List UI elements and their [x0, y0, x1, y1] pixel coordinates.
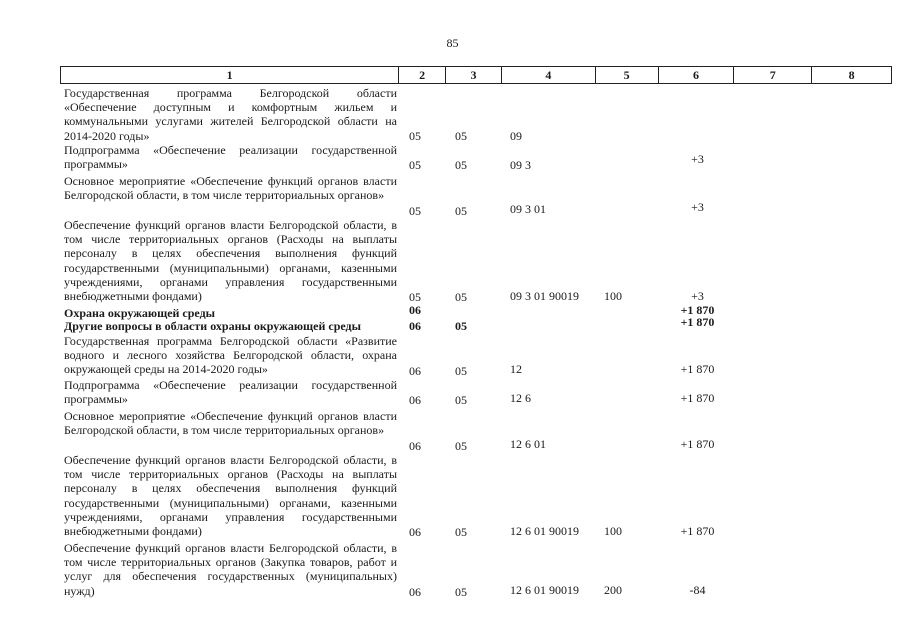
row-amount: +1 870 [680, 391, 715, 405]
header-col-8: 8 [848, 68, 855, 82]
row-target-item: 12 6 01 90019 [510, 583, 579, 597]
row-target-item: 12 6 01 90019 [510, 524, 579, 538]
row-subsection: 05 [455, 439, 467, 453]
table-row [0, 453, 905, 541]
table-body [0, 86, 905, 599]
header-col-6: 6 [659, 67, 735, 83]
row-subsection: 05 [455, 158, 467, 172]
row-amount: +1 870 [680, 315, 715, 329]
row-description: Обеспечение функций органов власти Белгородской области, в том числе территориальных органов (Расходы на выплаты персоналу в целях обеспечения выполнения функций государственными (муниципальными) органами, казенными учреждениями, органами управления государственными внебюджетными фондами) [64, 218, 397, 304]
table-row [0, 143, 905, 174]
row-target-item: 09 3 01 90019 [510, 289, 579, 303]
table-header [60, 66, 892, 84]
header-col-4: 4 [502, 67, 596, 83]
row-target-item: 09 [510, 129, 522, 143]
row-target-item: 12 [510, 362, 522, 376]
row-description: Обеспечение функций органов власти Белгородской области, в том числе территориальных органов (Расходы на выплаты персоналу в целях обеспечения выполнения функций государственными (муниципальными) органами, казенными учреждениями, органами управления государственными внебюджетными фондами) [64, 453, 397, 539]
header-col-2: 2 [399, 67, 446, 83]
row-subsection: 05 [455, 585, 467, 599]
row-description: Основное мероприятие «Обеспечение функций органов власти Белгородской области, в том числе территориальных органов» [64, 409, 397, 438]
row-target-item: 09 3 01 [510, 202, 546, 216]
row-amount: +3 [691, 289, 704, 303]
row-section: 05 [409, 290, 421, 304]
row-amount: +3 [691, 200, 704, 214]
row-description: Основное мероприятие «Обеспечение функций органов власти Белгородской области, в том числе территориальных органов» [64, 174, 397, 203]
row-target-item: 09 3 [510, 158, 531, 172]
row-expense-type: 100 [604, 524, 622, 538]
row-description: Подпрограмма «Обеспечение реализации государственной программы» [64, 143, 397, 172]
table-row [0, 218, 905, 306]
row-description: Обеспечение функций органов власти Белгородской области, в том числе территориальных органов (Закупка товаров, работ и услуг для обеспечения государственных (муниципальных) нужд) [64, 541, 397, 598]
table-row [0, 378, 905, 409]
row-amount: -84 [689, 583, 706, 597]
row-expense-type: 200 [604, 583, 622, 597]
row-expense-type: 100 [604, 289, 622, 303]
table-row [0, 541, 905, 599]
row-subsection: 05 [455, 129, 467, 143]
row-amount: +1 870 [680, 362, 715, 376]
page-number: 85 [446, 36, 459, 50]
row-subsection: 05 [455, 319, 467, 333]
table-row [0, 174, 905, 218]
header-col-3: 3 [446, 67, 502, 83]
row-amount: +1 870 [680, 437, 715, 451]
table-row [0, 303, 905, 320]
header-col-5: 5 [596, 67, 659, 83]
header-col-1: 1 [61, 67, 399, 83]
row-subsection: 05 [455, 364, 467, 378]
row-description: Государственная программа Белгородской области «Развитие водного и лесного хозяйства Белгородской области, охрана окружающей среды на 2014-2020 годы» [64, 334, 397, 377]
row-target-item: 12 6 [510, 391, 531, 405]
table-row [0, 409, 905, 453]
row-section: 06 [409, 303, 421, 317]
row-description: Охрана окружающей среды [64, 306, 216, 320]
row-subsection: 05 [455, 393, 467, 407]
row-section: 05 [409, 129, 421, 143]
row-description: Другие вопросы в области охраны окружающей среды [64, 319, 361, 333]
table-row [0, 334, 905, 378]
row-section: 06 [409, 364, 421, 378]
row-subsection: 05 [455, 290, 467, 304]
row-section: 05 [409, 204, 421, 218]
row-section: 06 [409, 319, 421, 333]
row-subsection: 05 [455, 204, 467, 218]
row-section: 06 [409, 393, 421, 407]
row-section: 06 [409, 525, 421, 539]
header-col-7: 7 [734, 67, 812, 83]
row-target-item: 12 6 01 [510, 437, 546, 451]
table-row [0, 86, 905, 143]
row-amount: +3 [691, 152, 704, 166]
row-amount: +1 870 [680, 303, 715, 317]
row-description: Государственная программа Белгородской области «Обеспечение доступным и комфортным жильем и коммунальными услугами жителей Белгородской области на 2014-2020 годы» [64, 86, 397, 143]
row-section: 06 [409, 439, 421, 453]
row-amount: +1 870 [680, 524, 715, 538]
table-row [0, 315, 905, 334]
row-section: 06 [409, 585, 421, 599]
row-section: 05 [409, 158, 421, 172]
row-subsection: 05 [455, 525, 467, 539]
row-description: Подпрограмма «Обеспечение реализации государственной программы» [64, 378, 397, 407]
